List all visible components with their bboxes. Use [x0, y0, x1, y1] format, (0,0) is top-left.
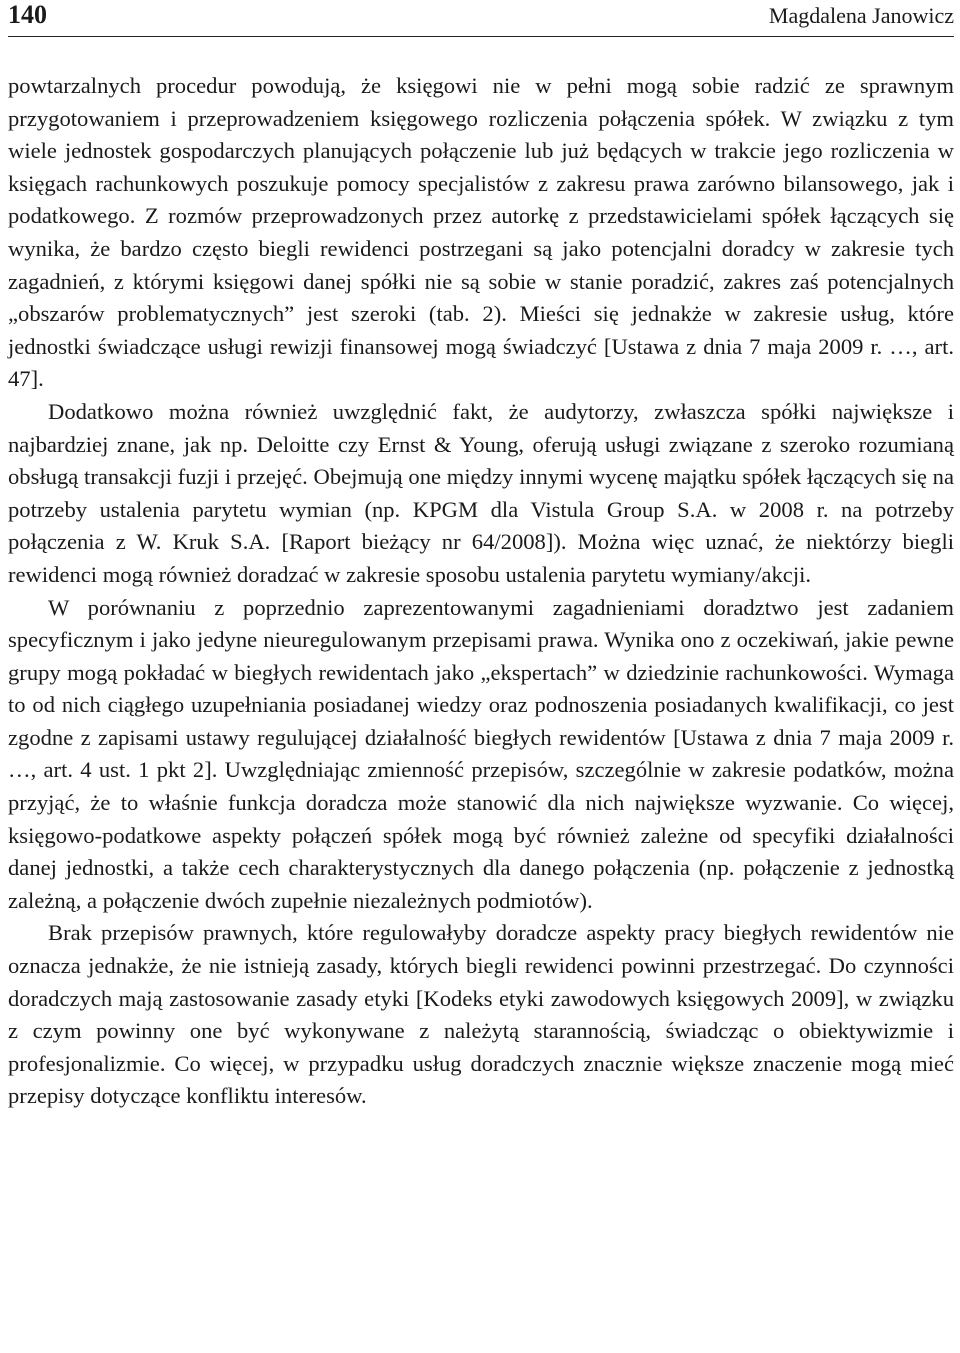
- paragraph-4: Brak przepisów prawnych, które regulowałyby doradcze aspekty pracy biegłych rewidentów nie oznacza jednakże, że nie istnieją zasady, których biegli rewidenci powinni przestrzegać. Do czynności doradczych mają zastosowanie zasady etyki [Kodeks etyki zawodowych księgowych 2009], w związku z czym powinny one być wykonywane z należytą starannością, świadcząc o obiektywizmie i profesjonalizmie. Co więcej, w przypadku usług doradczych znacznie większe znaczenie mogą mieć przepisy dotyczące konfliktu interesów.: [8, 920, 954, 1109]
- running-header: [8, 0, 954, 37]
- paragraph-2: Dodatkowo można również uwzględnić fakt, że audytorzy, zwłaszcza spółki największe i najbardziej znane, jak np. Deloitte czy Ernst & Young, oferują usługi związane z szeroko rozumianą obsługą transakcji fuzji i przejęć. Obejmują one między innymi wycenę majątku spółek łączących się na potrzeby ustalenia parytetu wymian (np. KPGM dla Vistula Group S.A. w 2008 r. na potrzeby połączenia z W. Kruk S.A. [Raport bieżący nr 64/2008]). Można więc uznać, że niektórzy biegli rewidenci mogą również doradzać w zakresie sposobu ustalenia parytetu wymiany/akcji.: [8, 398, 954, 587]
- paragraph-3: W porównaniu z poprzednio zaprezentowanymi zagadnieniami doradztwo jest zadaniem specyficznym i jako jedyne nieuregulowanym przepisami prawa. Wynika ono z oczekiwań, jakie pewne grupy mogą pokładać w biegłych rewidentach jako „ekspertach” w dziedzinie rachunkowości. Wymaga to od nich ciągłego uzupełniania posiadanej wiedzy oraz podnoszenia posiadanych kwalifikacji, co jest zgodne z zapisami ustawy regulującej działalność biegłych rewidentów [Ustawa z dnia 7 maja 2009 r. …, art. 4 ust. 1 pkt 2]. Uwzględniając zmienność przepisów, szczególnie w zakresie podatków, można przyjąć, że to właśnie funkcja doradcza może stanowić dla nich największe wyzwanie. Co więcej, księgowo-podatkowe aspekty połączeń spółek mogą być również zależne od specyfiki działalności danej jednostki, a także cech charakterystycznych dla danego połączenia (np. połączenie z jednostką zależną, a połączenie dwóch zupełnie niezależnych podmiotów).: [8, 594, 954, 913]
- body-text: [8, 70, 954, 1113]
- running-head-author: Magdalena Janowicz: [768, 3, 954, 28]
- paragraph-1: powtarzalnych procedur powodują, że księgowi nie w pełni mogą sobie radzić ze sprawnym przygotowaniem i przeprowadzeniem księgowego rozliczenia połączenia spółek. W związku z tym wiele jednostek gospodarczych planujących połączenie lub już będących w trakcie jego rozliczenia w księgach rachunkowych poszukuje pomocy specjalistów z zakresu prawa zarówno bilansowego, jak i podatkowego. Z rozmów przeprowadzonych przez autorkę z przedstawicielami spółek łączących się wynika, że bardzo często biegli rewidenci postrzegani są jako potencjalni doradcy w zakresie tych zagadnień, z którymi księgowi danej spółki nie są sobie w stanie poradzić, zakres zaś potencjalnych „obszarów problematycznych” jest szeroki (tab. 2). Mieści się jednakże w zakresie usług, które jednostki świadczące usługi rewizji finansowej mogą świadczyć [Ustawa z dnia 7 maja 2009 r. …, art. 47].: [8, 73, 954, 392]
- page-number: 140: [8, 0, 47, 29]
